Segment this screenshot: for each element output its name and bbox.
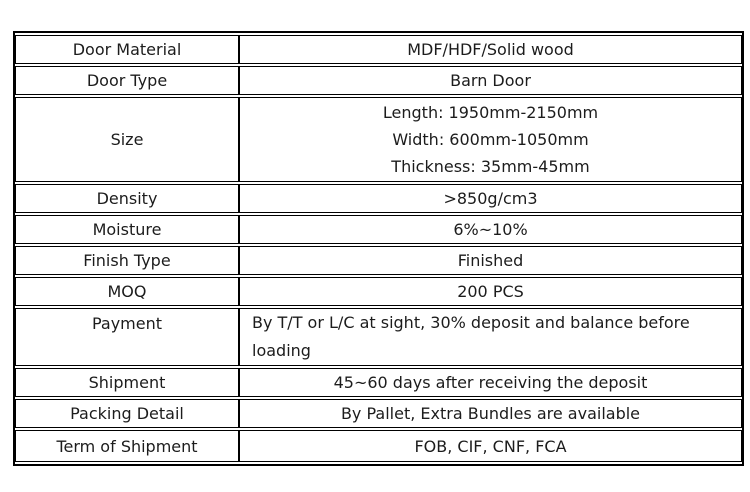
label-shipment: Shipment: [15, 368, 239, 397]
product-spec-table: [15, 33, 742, 464]
label-payment: Payment: [15, 308, 239, 366]
value-door-type: Barn Door: [239, 66, 742, 95]
table-row-packing-detail: [15, 399, 742, 428]
table-row-term-of-shipment: [15, 430, 742, 462]
value-finish-type: Finished: [239, 246, 742, 275]
value-packing-detail: By Pallet, Extra Bundles are available: [239, 399, 742, 428]
size-length: Length: 1950mm-2150mm: [382, 103, 599, 122]
label-moq: MOQ: [15, 277, 239, 306]
label-door-material: Door Material: [15, 35, 239, 64]
table-row-payment: [15, 308, 742, 366]
label-packing-detail: Packing Detail: [15, 399, 239, 428]
value-density: >850g/cm3: [239, 184, 742, 213]
value-shipment: 45~60 days after receiving the deposit: [239, 368, 742, 397]
value-term-of-shipment: FOB, CIF, CNF, FCA: [239, 430, 742, 462]
table-row-moq: [15, 277, 742, 306]
value-door-material: MDF/HDF/Solid wood: [239, 35, 742, 64]
value-moq: 200 PCS: [239, 277, 742, 306]
label-size: Size: [15, 97, 239, 182]
value-size: [239, 97, 742, 182]
label-moisture: Moisture: [15, 215, 239, 244]
table-row-door-material: [15, 35, 742, 64]
size-width: Width: 600mm-1050mm: [392, 130, 589, 149]
table-row-door-type: [15, 66, 742, 95]
table-row-density: [15, 184, 742, 213]
value-moisture: 6%~10%: [239, 215, 742, 244]
table-row-size: [15, 97, 742, 182]
label-door-type: Door Type: [15, 66, 239, 95]
table-row-moisture: [15, 215, 742, 244]
table-row-finish-type: [15, 246, 742, 275]
spec-table-frame: [13, 31, 744, 466]
label-finish-type: Finish Type: [15, 246, 239, 275]
label-density: Density: [15, 184, 239, 213]
value-payment: By T/T or L/C at sight, 30% deposit and balance before loading: [239, 308, 742, 366]
label-term-of-shipment: Term of Shipment: [15, 430, 239, 462]
table-row-shipment: [15, 368, 742, 397]
size-thickness: Thickness: 35mm-45mm: [391, 157, 590, 176]
